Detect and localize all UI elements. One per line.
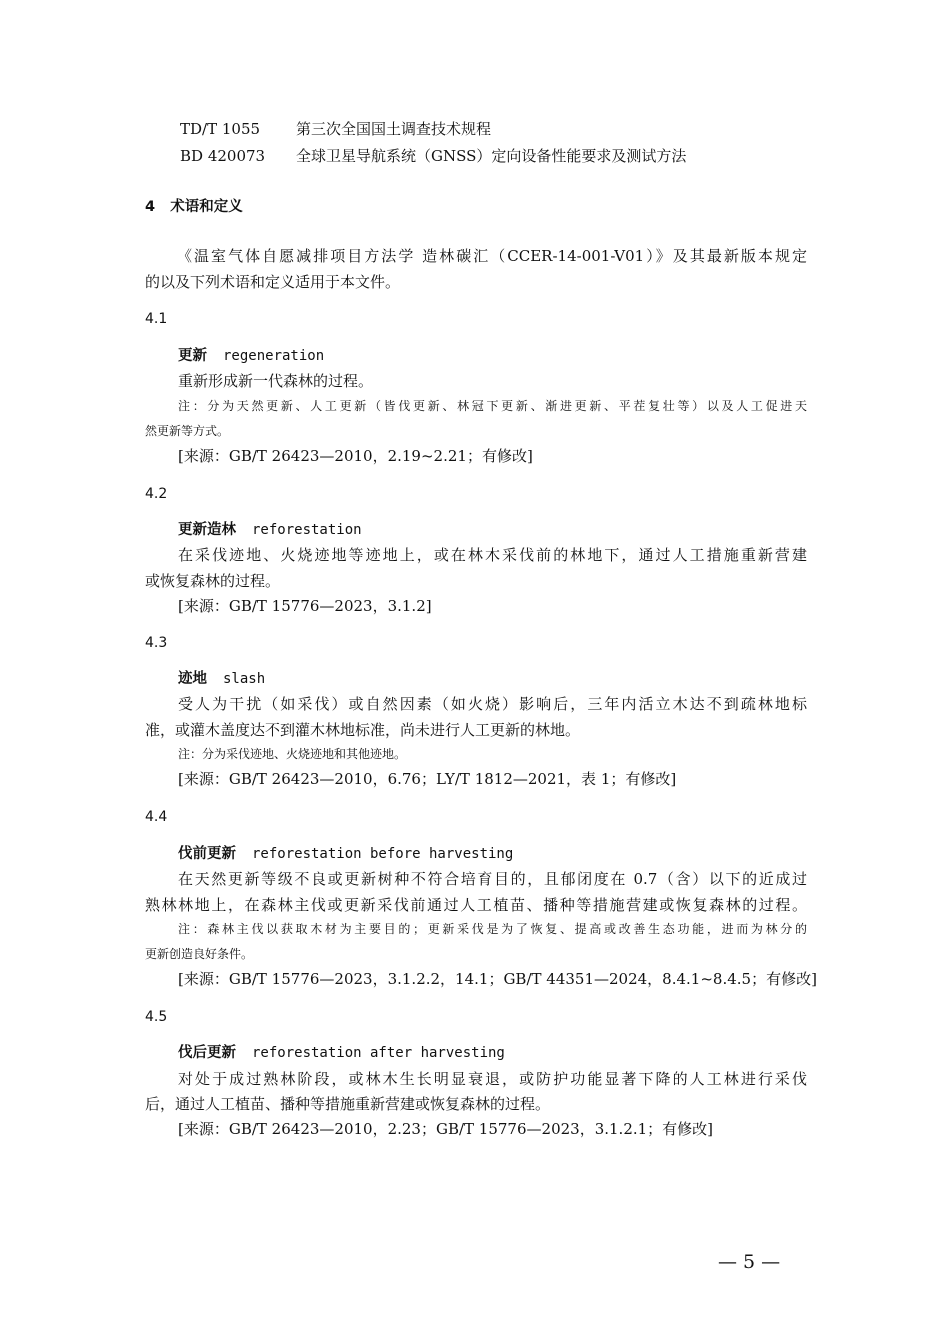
term-zh: 更新造林 — [178, 522, 236, 538]
term-note: 注：森林主伐以获取木材为主要目的；更新采伐是为了恢复、提高或改善生态功能，进而为林分的 — [178, 922, 807, 936]
term-heading — [178, 669, 265, 689]
section-heading: 4 术语和定义 — [145, 199, 243, 215]
term-definition: 重新形成新一代森林的过程。 — [178, 372, 374, 390]
term-zh: 更新 — [178, 348, 207, 364]
term-en: reforestation — [252, 522, 362, 538]
term-definition: 受人为干扰（如采伐）或自然因素（如火烧）影响后，三年内活立木达不到疏林地标 — [178, 695, 807, 713]
term-source: [来源：GB/T 26423—2010，6.76；LY/T 1812—2021，表 1；有修改] — [178, 770, 677, 788]
term-definition: 或恢复森林的过程。 — [145, 572, 281, 590]
term-heading — [178, 844, 513, 864]
term-zh: 伐前更新 — [178, 846, 236, 862]
reference-title: 全球卫星导航系统（GNSS）定向设备性能要求及测试方法 — [296, 147, 687, 165]
term-note: 注：分为采伐迹地、火烧迹地和其他迹地。 — [178, 747, 407, 761]
term-note: 注：分为天然更新、人工更新（皆伐更新、林冠下更新、渐进更新、平茬复壮等）以及人工促进天 — [178, 399, 807, 413]
term-definition: 后，通过人工植苗、播种等措施重新营建或恢复森林的过程。 — [145, 1095, 551, 1113]
term-en: regeneration — [223, 348, 325, 364]
term-en: slash — [223, 671, 266, 687]
term-source: [来源：GB/T 15776—2023，3.1.2] — [178, 597, 432, 615]
term-number: 4.2 — [145, 486, 168, 502]
term-definition: 对处于成过熟林阶段，或林木生长明显衰退，或防护功能显著下降的人工林进行采伐 — [178, 1070, 807, 1088]
term-heading — [178, 1043, 505, 1063]
term-definition: 准，或灌木盖度达不到灌木林地标准，尚未进行人工更新的林地。 — [145, 721, 581, 739]
term-number: 4.4 — [145, 809, 168, 825]
term-note: 然更新等方式。 — [145, 424, 230, 438]
intro-line: 《温室气体自愿减排项目方法学 造林碳汇（CCER-14-001-V01）》及其最新版本规定 — [177, 247, 807, 265]
term-number: 4.5 — [145, 1009, 168, 1025]
term-number: 4.1 — [145, 311, 168, 327]
term-source: [来源：GB/T 15776—2023，3.1.2.2，14.1；GB/T 44351—2024，8.4.1~8.4.5；有修改] — [178, 970, 817, 988]
term-note: 更新创造良好条件。 — [145, 947, 254, 961]
term-definition: 在采伐迹地、火烧迹地等迹地上，或在林木采伐前的林地下，通过人工措施重新营建 — [178, 546, 807, 564]
term-heading — [178, 346, 324, 366]
term-heading — [178, 520, 362, 540]
term-number: 4.3 — [145, 635, 168, 651]
term-source: [来源：GB/T 26423—2010，2.19~2.21；有修改] — [178, 447, 533, 465]
page-number: — 5 — — [718, 1251, 781, 1273]
term-zh: 伐后更新 — [178, 1045, 236, 1061]
term-definition: 在天然更新等级不良或更新树种不符合培育目的，且郁闭度在 0.7（含）以下的近成过 — [178, 870, 807, 888]
term-en: reforestation after harvesting — [252, 1045, 505, 1061]
reference-code: TD/T 1055 — [180, 120, 261, 138]
intro-line: 的以及下列术语和定义适用于本文件。 — [145, 273, 401, 291]
term-zh: 迹地 — [178, 671, 207, 687]
term-definition: 熟林林地上，在森林主伐或更新采伐前通过人工植苗、播种等措施营建或恢复森林的过程。 — [145, 896, 807, 914]
term-en: reforestation before harvesting — [252, 846, 514, 862]
reference-code: BD 420073 — [180, 147, 266, 165]
reference-title: 第三次全国国土调查技术规程 — [296, 120, 492, 138]
term-source: [来源：GB/T 26423—2010，2.23；GB/T 15776—2023，3.1.2.1；有修改] — [178, 1120, 714, 1138]
